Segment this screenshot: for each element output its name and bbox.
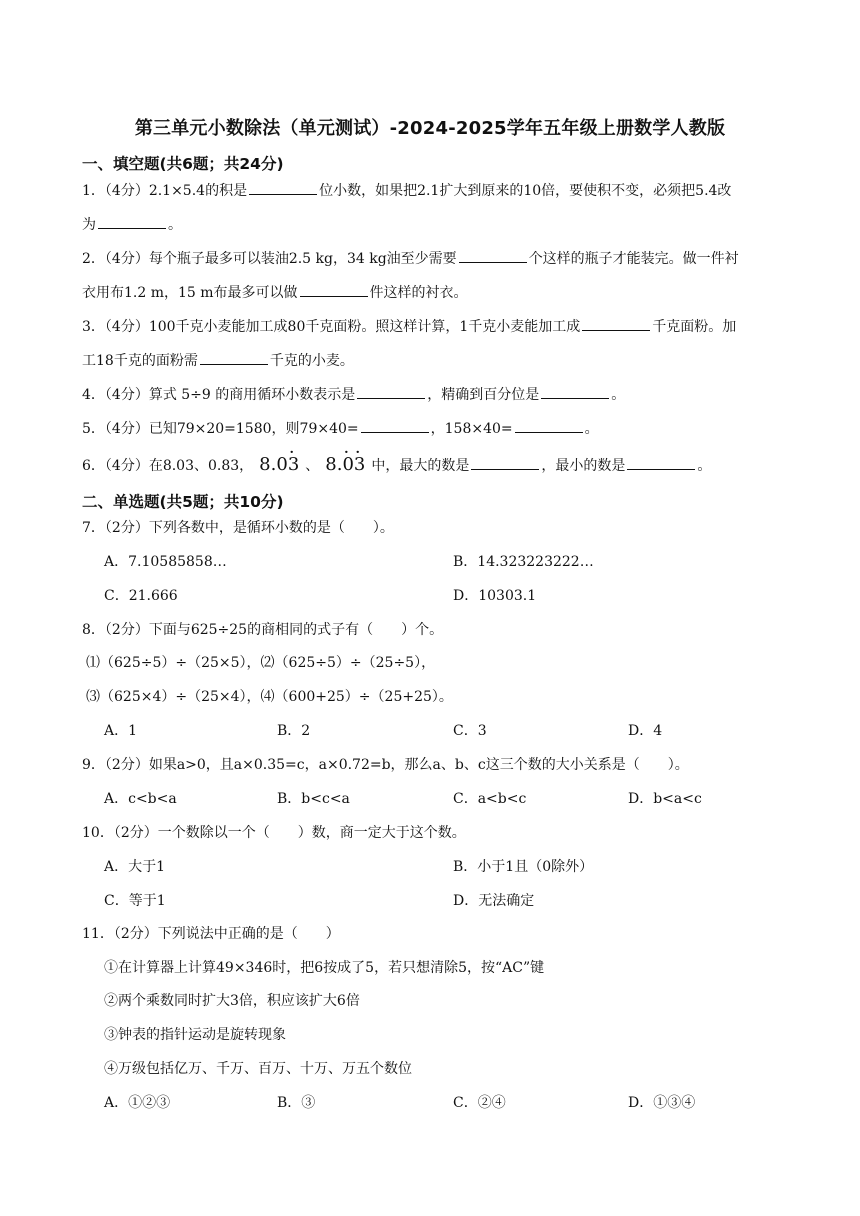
question-4: 4．（4分）算式 5÷9 的商用循环小数表示是 ，精确到百分位是 。 xyxy=(82,384,625,405)
statement-4: ④万级包括亿万、千万、百万、十万、万五个数位 xyxy=(104,1061,412,1077)
answer-blank[interactable] xyxy=(300,282,368,297)
option-a[interactable]: A．c<b<a xyxy=(104,791,177,807)
option-b[interactable]: B．14.323223222… xyxy=(453,554,594,570)
page-title: 第三单元小数除法（单元测试）-2024-2025学年五年级上册数学人教版 xyxy=(134,118,726,139)
question-10-stem: 10．（2分）一个数除以一个（ ）数，商一定大于这个数。 xyxy=(82,825,466,841)
option-c[interactable]: C．等于1 xyxy=(104,893,166,909)
option-b[interactable]: B．小于1且（0除外） xyxy=(453,859,594,875)
option-d[interactable]: D．无法确定 xyxy=(453,893,535,909)
option-c[interactable]: C．3 xyxy=(453,723,487,739)
statement-3: ③钟表的指针运动是旋转现象 xyxy=(104,1027,286,1043)
statement-2: ②两个乘数同时扩大3倍，积应该扩大6倍 xyxy=(104,993,360,1009)
option-d[interactable]: D．10303.1 xyxy=(453,588,537,604)
option-a[interactable]: A．1 xyxy=(104,723,138,739)
section-single-choice: 二、单选题(共5题；共10分) xyxy=(82,493,284,511)
answer-blank[interactable] xyxy=(98,214,166,229)
answer-blank[interactable] xyxy=(582,316,650,331)
answer-blank[interactable] xyxy=(200,350,268,365)
question-5: 5．（4分）已知79×20=1580，则79×40= ，158×40= 。 xyxy=(82,418,599,439)
answer-blank[interactable] xyxy=(471,455,539,470)
answer-blank[interactable] xyxy=(361,418,429,433)
question-1-line-2: 为 。 xyxy=(82,214,182,235)
answer-blank[interactable] xyxy=(515,418,583,433)
option-c[interactable]: C．21.666 xyxy=(104,588,178,604)
option-d[interactable]: D．b<a<c xyxy=(628,791,702,807)
section-fill-in: 一、填空题(共6题；共24分) xyxy=(82,155,284,173)
repeating-decimal-1: 8.0· 3 xyxy=(259,454,299,475)
option-d[interactable]: D．①③④ xyxy=(628,1095,696,1111)
option-c[interactable]: C．②④ xyxy=(453,1095,506,1111)
option-b[interactable]: B．b<c<a xyxy=(277,791,350,807)
statement-1: ①在计算器上计算49×346时，把6按成了5，若只想清除5，按“AC”键 xyxy=(104,960,545,976)
question-3-line-2: 工18千克的面粉需 千克的小麦。 xyxy=(82,350,354,371)
question-8-expr-1: ⑴（625÷5）÷（25×5），⑵（625÷5）÷（25÷5）， xyxy=(86,655,436,671)
question-11-stem: 11．（2分）下列说法中正确的是（ ） xyxy=(82,926,340,942)
answer-blank[interactable] xyxy=(627,455,695,470)
option-c[interactable]: C．a<b<c xyxy=(453,791,527,807)
answer-blank[interactable] xyxy=(357,384,425,399)
option-a[interactable]: A．7.10585858… xyxy=(104,554,227,570)
option-d[interactable]: D．4 xyxy=(628,723,663,739)
question-6: 6．（4分）在8.03、0.83， 8.0· 3 、 8.· 0· 3 中，最大的数是 ，最小的数是 。 xyxy=(82,455,711,476)
question-7-stem: 7．（2分）下列各数中，是循环小数的是（ ）。 xyxy=(82,520,394,536)
answer-blank[interactable] xyxy=(249,180,317,195)
option-b[interactable]: B．③ xyxy=(277,1095,316,1111)
answer-blank[interactable] xyxy=(459,248,527,263)
question-2-line-1: 2．（4分）每个瓶子最多可以装油2.5 kg，34 kg油至少需要 个这样的瓶子才能装完。做一件衬 xyxy=(82,248,739,269)
question-8-stem: 8．（2分）下面与625÷25的商相同的式子有（ ）个。 xyxy=(82,622,444,638)
question-2-line-2: 衣用布1.2 m，15 m布最多可以做 件这样的衬衣。 xyxy=(82,282,468,303)
question-8-expr-2: ⑶（625×4）÷（25×4），⑷（600+25）÷（25+25）。 xyxy=(86,689,453,705)
option-b[interactable]: B．2 xyxy=(277,723,311,739)
question-3-line-1: 3．（4分）100千克小麦能加工成80千克面粉。照这样计算，1千克小麦能加工成 千克面粉。加 xyxy=(82,316,736,337)
answer-blank[interactable] xyxy=(541,384,609,399)
option-a[interactable]: A．①②③ xyxy=(104,1095,171,1111)
option-a[interactable]: A．大于1 xyxy=(104,859,166,875)
repeating-decimal-2: 8.· 0· 3 xyxy=(325,454,365,475)
question-1-line-1: 1．（4分）2.1×5.4的积是 位小数，如果把2.1扩大到原来的10倍，要使积不变，必须把5.4改 xyxy=(82,180,731,201)
question-9-stem: 9．（2分）如果a>0，且a×0.35=c，a×0.72=b，那么a、b、c这三个数的大小关系是（ ）。 xyxy=(82,757,689,773)
